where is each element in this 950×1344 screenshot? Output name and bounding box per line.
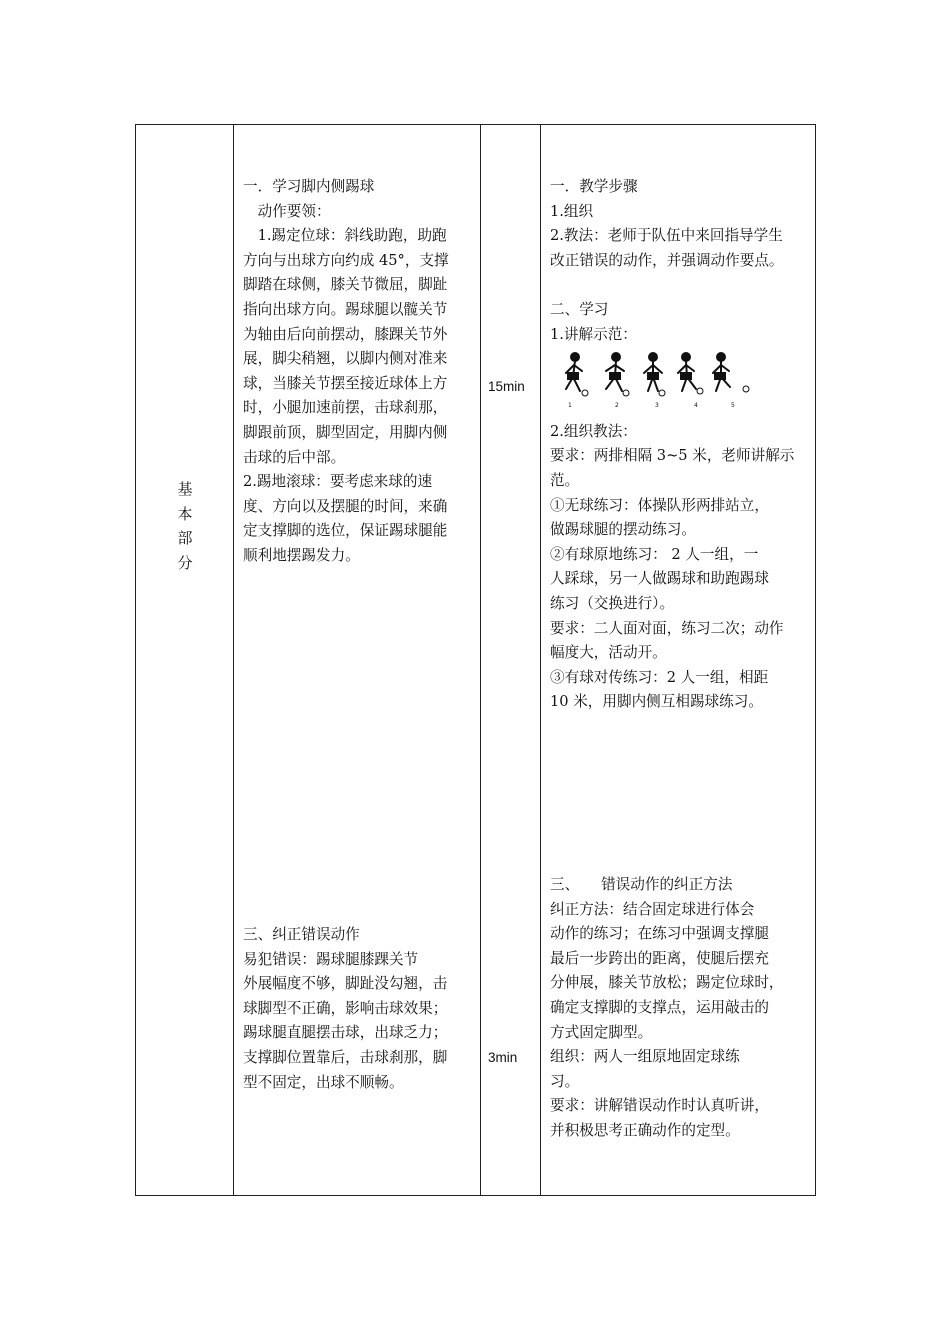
- text-line: 动作要领：: [243, 202, 331, 220]
- text-line: 要求：讲解错误动作时认真听讲，: [550, 1097, 769, 1115]
- text-line: 1.踢定位球：斜线助跑，助跑: [243, 227, 447, 245]
- text-line: 要求：两排相隔 3~5 米，老师讲解示: [550, 447, 795, 465]
- text-line: 范。: [550, 471, 580, 489]
- text-line: 度、方向以及摆腿的时间，来确: [243, 497, 448, 515]
- text-line: ③有球对传练习：2 人一组，相距: [550, 668, 769, 686]
- text-line: 2.组织教法：: [550, 422, 637, 440]
- text-line: 方向与出球方向约成 45°，支撑: [243, 251, 449, 269]
- text-line: 支撑脚位置靠后，击球刹那，脚: [243, 1048, 448, 1066]
- time-part2: 3min: [488, 1050, 518, 1065]
- kicking-demo-figure: [558, 349, 758, 411]
- text-line: 幅度大，活动开。: [550, 644, 667, 662]
- svg-text:2: 2: [615, 402, 619, 410]
- text-line: [550, 273, 794, 298]
- column-divider: [480, 125, 481, 1195]
- text-line: 做踢球腿的摆动练习。: [550, 521, 696, 539]
- text-line: 分伸展，膝关节放松；踢定位球时，: [550, 974, 784, 992]
- text-line: 练习（交换进行）。: [550, 594, 675, 612]
- text-line: 为轴由后向前摆动，膝踝关节外: [243, 325, 448, 343]
- text-line: 方式固定脚型。: [550, 1023, 653, 1041]
- text-line: 踢球腿直腿摆击球，出球乏力；: [243, 1024, 448, 1042]
- text-line: 展，脚尖稍翘，以脚内侧对准来: [243, 350, 448, 368]
- text-line: 并积极思考正确动作的定型。: [550, 1121, 740, 1139]
- lesson-plan-table: [135, 124, 816, 1196]
- text-line: 时，小腿加速前摆，击球刹那，: [243, 399, 448, 417]
- method-part1: [550, 175, 794, 715]
- text-line: 改正错误的动作，并强调动作要点。: [550, 251, 784, 269]
- text-line: 球脚型不正确，影响击球效果；: [243, 999, 448, 1017]
- text-line: 型不固定，出球不顺畅。: [243, 1073, 404, 1091]
- text-line: 指向出球方向。踢球腿以髋关节: [243, 300, 448, 318]
- text-line: ①无球练习：体操队形两排站立，: [550, 496, 769, 514]
- text-line: ②有球原地练习： 2 人一组，一: [550, 545, 759, 563]
- text-line: 外展幅度不够，脚趾没勾翘，击: [243, 975, 448, 993]
- text-line: 一．教学步骤: [550, 178, 638, 195]
- text-line: 2.教法：老师于队伍中来回指导学生: [550, 227, 783, 245]
- text-line: 最后一步跨出的距离，使腿后摆充: [550, 949, 769, 967]
- text-line: 确定支撑脚的支撑点，运用敲击的: [550, 998, 769, 1016]
- text-line: 三、 错误动作的纠正方法: [550, 876, 733, 893]
- svg-text:4: 4: [694, 402, 698, 410]
- text-line: 要求：二人面对面，练习二次；动作: [550, 619, 784, 637]
- column-divider: [540, 125, 541, 1195]
- text-line: 习。: [550, 1072, 580, 1090]
- text-line: 脚跟前顶，脚型固定，用脚内侧: [243, 423, 448, 441]
- text-line: 二、学习: [550, 300, 609, 318]
- time-part1: 15min: [488, 379, 525, 394]
- text-line: 纠正方法：结合固定球进行体会: [550, 900, 755, 918]
- column-divider: [233, 125, 234, 1195]
- text-line: 1.组织: [550, 202, 594, 220]
- section-label: 基 本 部 分: [177, 480, 193, 572]
- text-line: 球，当膝关节摆至接近球体上方: [243, 374, 448, 392]
- text-line: 三、纠正错误动作: [243, 926, 360, 943]
- text-line: 人踩球，另一人做踢球和助跑踢球: [550, 570, 769, 588]
- text-line: 定支撑脚的选位，保证踢球腿能: [243, 522, 448, 540]
- text-line: 10 米，用脚内侧互相踢球练习。: [550, 693, 763, 711]
- method-part2: [550, 873, 784, 1144]
- text-line: 1.讲解示范：: [550, 325, 637, 343]
- svg-text:5: 5: [731, 402, 735, 410]
- text-line: 顺利地摆踢发力。: [243, 546, 360, 564]
- text-line: 击球的后中部。: [243, 448, 346, 466]
- text-line: 组织：两人一组原地固定球练: [550, 1048, 740, 1066]
- content-part2: [243, 923, 447, 1095]
- text-line: 动作的练习；在练习中强调支撑腿: [550, 925, 769, 943]
- svg-text:3: 3: [655, 402, 659, 410]
- svg-text:1: 1: [568, 402, 572, 410]
- content-part1: [243, 175, 449, 569]
- text-line: 一．学习脚内侧踢球: [243, 178, 375, 195]
- text-line: 易犯错误：踢球腿膝踝关节: [243, 950, 419, 968]
- text-line: 脚踏在球侧，膝关节微屈，脚趾: [243, 276, 448, 294]
- text-line: 2.踢地滚球：要考虑来球的速: [243, 473, 433, 491]
